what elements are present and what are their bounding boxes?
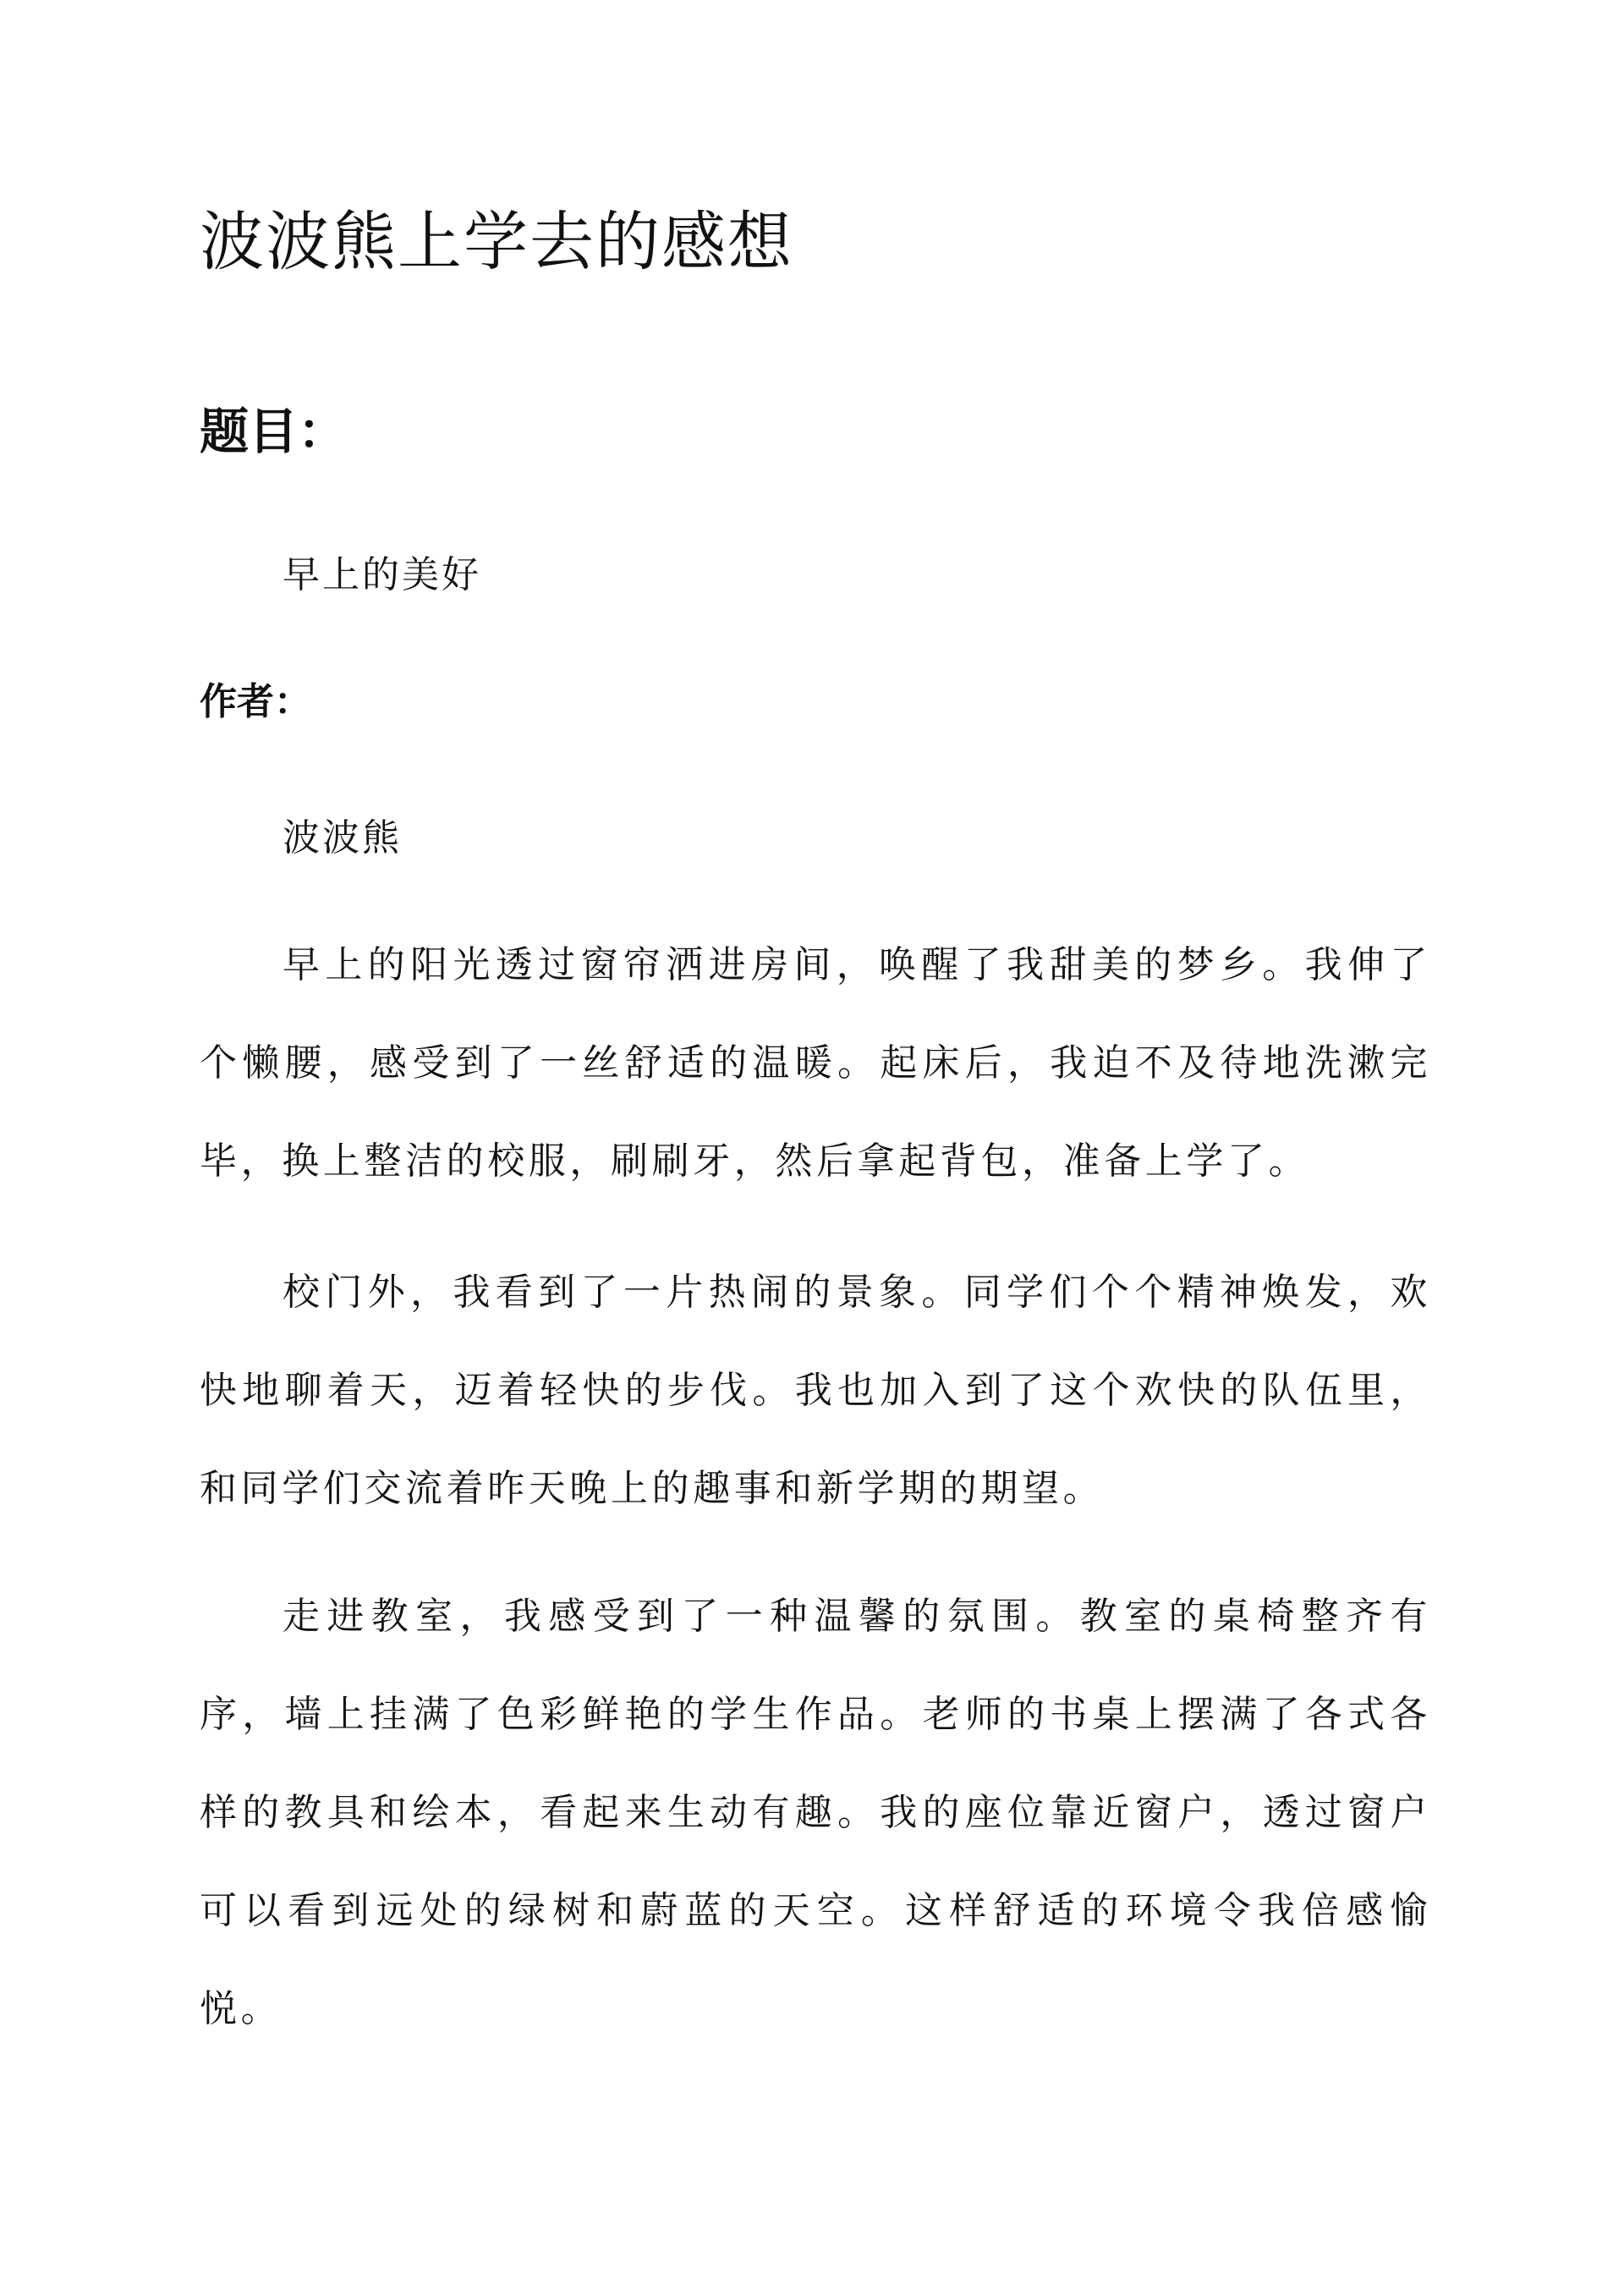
body-paragraph: 走进教室，我感受到了一种温馨的氛围。教室的桌椅整齐有序，墙上挂满了色彩鲜艳的学生作品。老师的书桌上摆满了各式各样的教具和绘本，看起来生动有趣。我的座位靠近窗户，透过窗户可以看到远处的绿树和蔚蓝的天空。这样舒适的环境令我倍感愉悦。 — [200, 1595, 1431, 2030]
topic-label: 题目： — [200, 403, 348, 460]
author-label: 作者： — [200, 680, 311, 723]
body-paragraph: 早上的阳光透过窗帘洒进房间，唤醒了我甜美的梦乡。我伸了个懒腰，感受到了一丝舒适的温暖。起床后，我迫不及待地洗漱完毕，换上整洁的校服，刷刷牙，然后拿起背包，准备上学了。 — [200, 943, 1431, 1183]
author-value: 波波熊 — [283, 816, 402, 860]
document-title: 波波熊上学去的感想 — [200, 204, 793, 279]
body-paragraph: 校门外，我看到了一片热闹的景象。同学们个个精神焕发，欢快地聊着天，迈着轻快的步伐。我也加入到了这个欢快的队伍里，和同学们交流着昨天晚上的趣事和新学期的期望。 — [200, 1271, 1431, 1510]
topic-value: 早上的美好 — [283, 553, 481, 596]
